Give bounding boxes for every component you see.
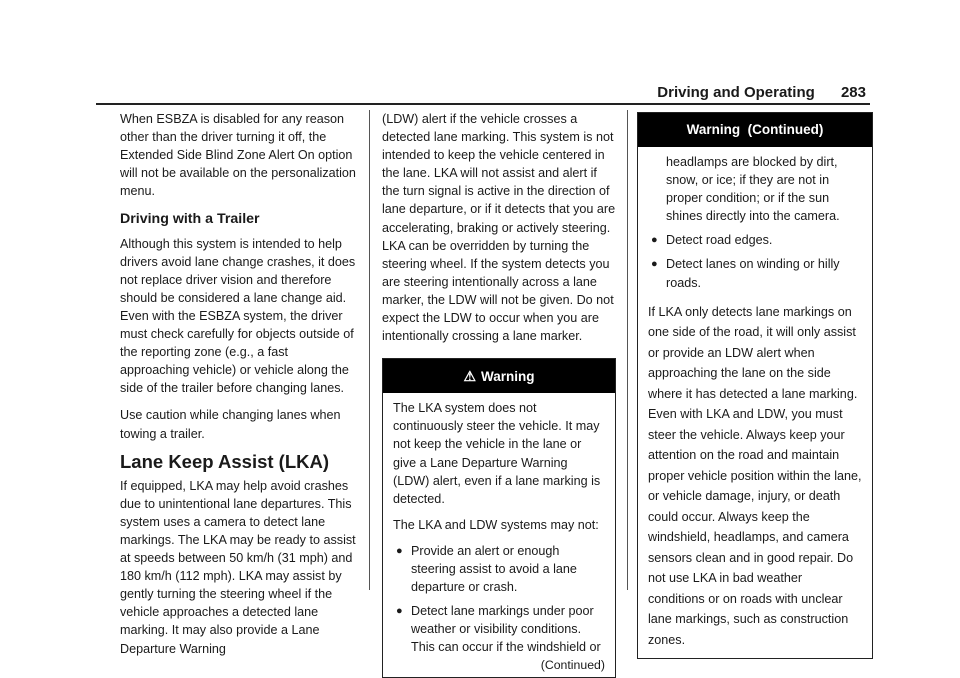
paragraph: Use caution while changing lanes when towing a trailer. — [120, 408, 341, 441]
list-item: ● Provide an alert or enough steering assist to avoid a lane departure or crash. — [396, 543, 577, 595]
column-divider-1 — [369, 110, 370, 590]
warning-triangle-icon: ⚠ — [463, 368, 477, 385]
column-2 — [382, 110, 616, 678]
warning-body — [638, 147, 872, 650]
warning-list — [393, 542, 605, 657]
paragraph: If equipped, LKA may help avoid crashes due to unintentional lane departures. This system uses a camera to detect lane markings. The LKA may be ready to assist at speeds between 50 km/h (31 mph) and 180 km/h (112 mph). LKA may assist by gently turning the steering wheel if the vehicle approaches a detected lane marking. It may also provide a Lane Departure Warning — [120, 478, 356, 656]
warning-list — [648, 231, 862, 291]
list-item: ● Detect road edges. — [648, 231, 862, 249]
warning-title: Warning — [481, 369, 535, 385]
page-header — [657, 84, 866, 101]
warning-box-continued — [637, 112, 873, 659]
warning-text: The LKA system does not continuously steer the vehicle. It may not keep the vehicle in the lane or give a Lane Departure Warning (LDW) alert, even if a lane marking is detected. — [393, 401, 601, 506]
column-1 — [120, 110, 360, 667]
bullet-icon: ● — [651, 258, 658, 271]
paragraph: When ESBZA is disabled for any reason other than the driver turning it off, the Extended Side Blind Zone Alert On option will not be available on the personalization menu. — [120, 112, 356, 199]
header-rule — [96, 103, 870, 105]
paragraph: (LDW) alert if the vehicle crosses a detected lane marking. This system is not intended to keep the vehicle centered in the lane. LKA will not assist and alert if the turn signal is active in the direction of lane departure, or if it detects that you are accelerating, braking or actively steering. LKA can be overridden by turning the steering wheel. If the system detects you are steering intentionally across a lane marker, the LDW will not be given. Do not expect the LDW to occur when you are intentionally crossing a lane marker. — [382, 112, 616, 344]
bullet-icon: ● — [396, 605, 403, 618]
warning-box — [382, 358, 616, 677]
column-divider-2 — [627, 110, 628, 590]
warning-title-bar — [383, 359, 615, 393]
list-item: ● Detect lanes on winding or hilly roads. — [651, 257, 840, 290]
warning-text: If LKA only detects lane markings on one side of the road, it will only assist or provide an LDW alert when approaching the lane on the side where it has detected a lane marking. Even with LKA and LDW, you must steer the vehicle. Always keep your attention on the road and maintain proper vehicle position within the lane, or vehicle damage, injury, or death could occur. Always keep the windshield, headlamps, and camera sensors clean and in good repair. Do not use LKA in bad weather conditions or on roads with unclear lane markings, such as construction zones. — [648, 304, 862, 647]
warning-text: The LKA and LDW systems may not: — [393, 517, 599, 532]
warning-title-bar — [638, 113, 872, 147]
paragraph: Although this system is intended to help drivers avoid lane change crashes, it does not replace driver vision and therefore should be considered a lane change aid. Even with the ESBZA system, the driver must check carefully for objects outside of the reporting zone (e.g., a fast approaching vehicle) or vehicle along the side of the trailer before changing lanes. — [120, 236, 356, 396]
heading-lka: Lane Keep Assist (LKA) — [120, 450, 330, 472]
page-number: 283 — [840, 84, 866, 101]
list-item: ● Detect lane markings under poor weather or visibility conditions. This can occur if the windshield or — [396, 604, 601, 655]
section-title: Driving and Operating — [657, 84, 815, 101]
subheading-trailer: Driving with a Trailer — [120, 211, 260, 228]
warning-title: Warning (Continued) — [686, 122, 824, 137]
bullet-icon: ● — [651, 234, 658, 247]
bullet-icon: ● — [396, 544, 403, 557]
continued-label: (Continued) — [540, 658, 605, 673]
warning-body — [383, 393, 615, 676]
column-3 — [637, 112, 873, 659]
warning-text: headlamps are blocked by dirt, snow, or ice; if they are not in proper condition; or if the sun shines directly into the camera. — [666, 155, 840, 224]
